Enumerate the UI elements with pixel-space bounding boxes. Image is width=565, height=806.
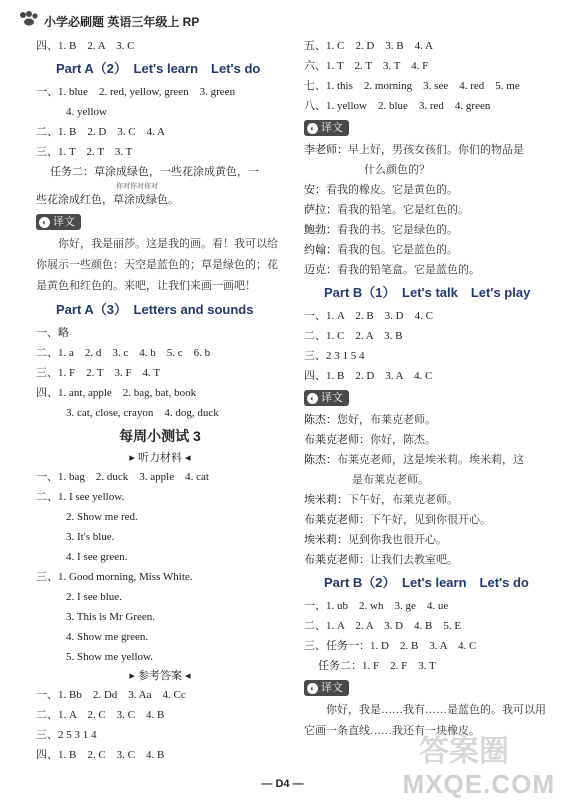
answer-line: 5. Show me yellow. bbox=[66, 651, 153, 663]
answer-line: 二、1. a 2. d 3. c 4. b 5. c 6. b bbox=[36, 347, 211, 359]
speaker-name: 陈杰： bbox=[304, 414, 337, 426]
answer-line: 二、1. A 2. C 3. C 4. B bbox=[36, 709, 165, 721]
translation-badge: ◐ 译文 bbox=[304, 680, 349, 696]
speaker-name: 迈克： bbox=[304, 264, 337, 276]
speech-text: 看我的铅笔。它是红色的。 bbox=[337, 204, 469, 216]
dialogue-line bbox=[304, 140, 554, 160]
speaker-name: 陈杰： bbox=[304, 454, 337, 466]
answer-line: 4. Show me green. bbox=[66, 631, 149, 643]
listening-material-label: ▸ 听力材料 ◂ bbox=[129, 452, 191, 464]
speaker-name: 布莱克老师： bbox=[304, 434, 370, 446]
answer-line: 2. Show me red. bbox=[66, 511, 138, 523]
answer-line: 三、1. T 2. T 3. T bbox=[36, 146, 133, 158]
translate-icon: ◐ bbox=[307, 683, 318, 694]
speaker-name: 埃米莉： bbox=[304, 534, 348, 546]
answer-line: 任务二：草涂成绿色，一些花涂成黄色，一 bbox=[50, 166, 259, 178]
speaker-name: 布莱克老师： bbox=[304, 514, 370, 526]
answer-line: 八、1. yellow 2. blue 3. red 4. green bbox=[304, 100, 491, 112]
speech-text: 布莱克老师，这是埃米莉。埃米莉，这 bbox=[337, 454, 524, 466]
dialogue-continuation: 是布莱克老师。 bbox=[352, 474, 429, 486]
answer-line: 四、1. B 2. C 3. C 4. B bbox=[36, 749, 165, 761]
speaker-name: 安： bbox=[304, 184, 326, 196]
speaker-name: 萨拉： bbox=[304, 204, 337, 216]
page-number: — D4 — bbox=[261, 778, 304, 790]
answer-line: 二、1. I see yellow. bbox=[36, 491, 125, 503]
section-heading: Part A（3） Letters and sounds bbox=[56, 302, 254, 317]
answer-line: 2. I see blue. bbox=[66, 591, 122, 603]
answer-line: 一、1. A 2. B 3. D 4. C bbox=[304, 310, 433, 322]
speech-text: 早上好，男孩女孩们。你们的物品是 bbox=[348, 144, 524, 156]
translate-icon: ◐ bbox=[307, 393, 318, 404]
speech-text: 看我的橡皮。它是黄色的。 bbox=[326, 184, 458, 196]
answer-line: 任务二：1. F 2. F 3. T bbox=[318, 660, 436, 672]
answer-line: 四、1. ant, apple 2. bag, bat, book bbox=[36, 387, 197, 399]
left-column bbox=[36, 36, 284, 765]
speaker-name: 李老师： bbox=[304, 144, 348, 156]
answer-line: 三、1. F 2. T 3. F 4. T bbox=[36, 367, 161, 379]
speech-text: 你好，陈杰。 bbox=[370, 434, 436, 446]
answer-line: 二、1. B 2. D 3. C 4. A bbox=[36, 126, 165, 138]
dialogue-line bbox=[304, 240, 554, 260]
watermark-logo: 答案圈 bbox=[419, 735, 509, 768]
answer-line: 4. I see green. bbox=[66, 551, 128, 563]
dialogue-line bbox=[304, 450, 554, 470]
answer-line: 二、1. A 2. A 3. D 4. B 5. E bbox=[304, 620, 462, 632]
dialogue-line bbox=[304, 490, 554, 510]
speaker-name: 埃米莉： bbox=[304, 494, 348, 506]
translation-paragraph: 你好，我是……我有……是蓝色的。我可以用它画一条直线……我还有一块橡皮。 bbox=[304, 704, 546, 737]
translate-icon: ◐ bbox=[39, 217, 50, 228]
answer-line: 四、1. B 2. A 3. C bbox=[36, 40, 135, 52]
translate-icon: ◐ bbox=[307, 123, 318, 134]
translation-badge: ◐ 译文 bbox=[304, 390, 349, 406]
dialogue-line bbox=[304, 510, 554, 530]
translation-paragraph: 你好，我是丽莎。这是我的画。看！我可以给你展示一些颜色：天空是蓝色的；草是绿色的；花是黄色和红色的。来吧，让我们来画一画吧！ bbox=[36, 238, 278, 292]
answer-line: 三、2 5 3 1 4 bbox=[36, 729, 97, 741]
section-heading: Part B（1） Let's talk Let's play bbox=[324, 285, 531, 300]
speech-text: 看我的铅笔盒。它是蓝色的。 bbox=[337, 264, 480, 276]
speech-text: 见到你我也很开心。 bbox=[348, 534, 447, 546]
speech-text: 您好，布莱克老师。 bbox=[337, 414, 436, 426]
section-heading: Part B（2） Let's learn Let's do bbox=[324, 575, 529, 590]
translation-badge: ◐ 译文 bbox=[36, 214, 81, 230]
answer-line: 四、1. B 2. D 3. A 4. C bbox=[304, 370, 433, 382]
answer-line: 一、1. ub 2. wh 3. ge 4. ue bbox=[304, 600, 449, 612]
section-heading: Part A（2） Let's learn Let's do bbox=[56, 61, 261, 76]
dialogue-line bbox=[304, 550, 554, 570]
book-title: 小学必刷题 英语三年级上 RP bbox=[44, 15, 200, 29]
dialogue-line bbox=[304, 220, 554, 240]
speech-text: 下午好，见到你很开心。 bbox=[370, 514, 491, 526]
answer-line: 些花涂成红色，草涂成绿色。 bbox=[36, 194, 179, 206]
dialogue-line bbox=[304, 410, 554, 430]
answer-line: 二、1. C 2. A 3. B bbox=[304, 330, 403, 342]
right-column bbox=[304, 36, 554, 742]
handwritten-note: 你对你对你对 bbox=[116, 182, 158, 190]
answer-line: 3. This is Mr Green. bbox=[66, 611, 156, 623]
speech-text: 看我的书。它是绿色的。 bbox=[337, 224, 458, 236]
answer-line: 一、1. Bb 2. Dd 3. Aa 4. Cc bbox=[36, 689, 186, 701]
dialogue-line bbox=[304, 530, 554, 550]
answer-line: 3. It's blue. bbox=[66, 531, 115, 543]
reference-answer-label: ▸ 参考答案 ◂ bbox=[129, 670, 191, 682]
answer-line: 五、1. C 2. D 3. B 4. A bbox=[304, 40, 433, 52]
speech-text: 下午好，布莱克老师。 bbox=[348, 494, 458, 506]
answer-line: 三、1. Good morning, Miss White. bbox=[36, 571, 193, 583]
dialogue-line bbox=[304, 260, 554, 280]
answer-line: 4. yellow bbox=[66, 106, 107, 118]
answer-line: 三、2 3 1 5 4 bbox=[304, 350, 365, 362]
answer-line: 3. cat, close, crayon 4. dog, duck bbox=[66, 407, 219, 419]
answer-line: 一、1. bag 2. duck 3. apple 4. cat bbox=[36, 471, 209, 483]
watermark-text: MXQE.COM bbox=[402, 769, 555, 799]
answer-line: 三、任务一：1. D 2. B 3. A 4. C bbox=[304, 640, 477, 652]
speech-text: 看我的包。它是蓝色的。 bbox=[337, 244, 458, 256]
speech-text: 让我们去教室吧。 bbox=[370, 554, 458, 566]
translation-badge: ◐ 译文 bbox=[304, 120, 349, 136]
answer-line: 六、1. T 2. T 3. T 4. F bbox=[304, 60, 429, 72]
dialogue-line bbox=[304, 180, 554, 200]
answer-line: 一、1. blue 2. red, yellow, green 3. green bbox=[36, 86, 236, 98]
answer-line: 一、略 bbox=[36, 327, 69, 339]
dialogue-line bbox=[304, 200, 554, 220]
dialogue-continuation: 什么颜色的？ bbox=[364, 164, 430, 176]
speaker-name: 布莱克老师： bbox=[304, 554, 370, 566]
header-bar bbox=[0, 0, 565, 34]
speaker-name: 约翰： bbox=[304, 244, 337, 256]
dialogue-line bbox=[304, 430, 554, 450]
speaker-name: 鲍勃： bbox=[304, 224, 337, 236]
answer-line: 七、1. this 2. morning 3. see 4. red 5. me bbox=[304, 80, 520, 92]
paw-logo-icon bbox=[18, 10, 40, 26]
weekly-test-title: 每周小测试 3 bbox=[119, 428, 201, 444]
